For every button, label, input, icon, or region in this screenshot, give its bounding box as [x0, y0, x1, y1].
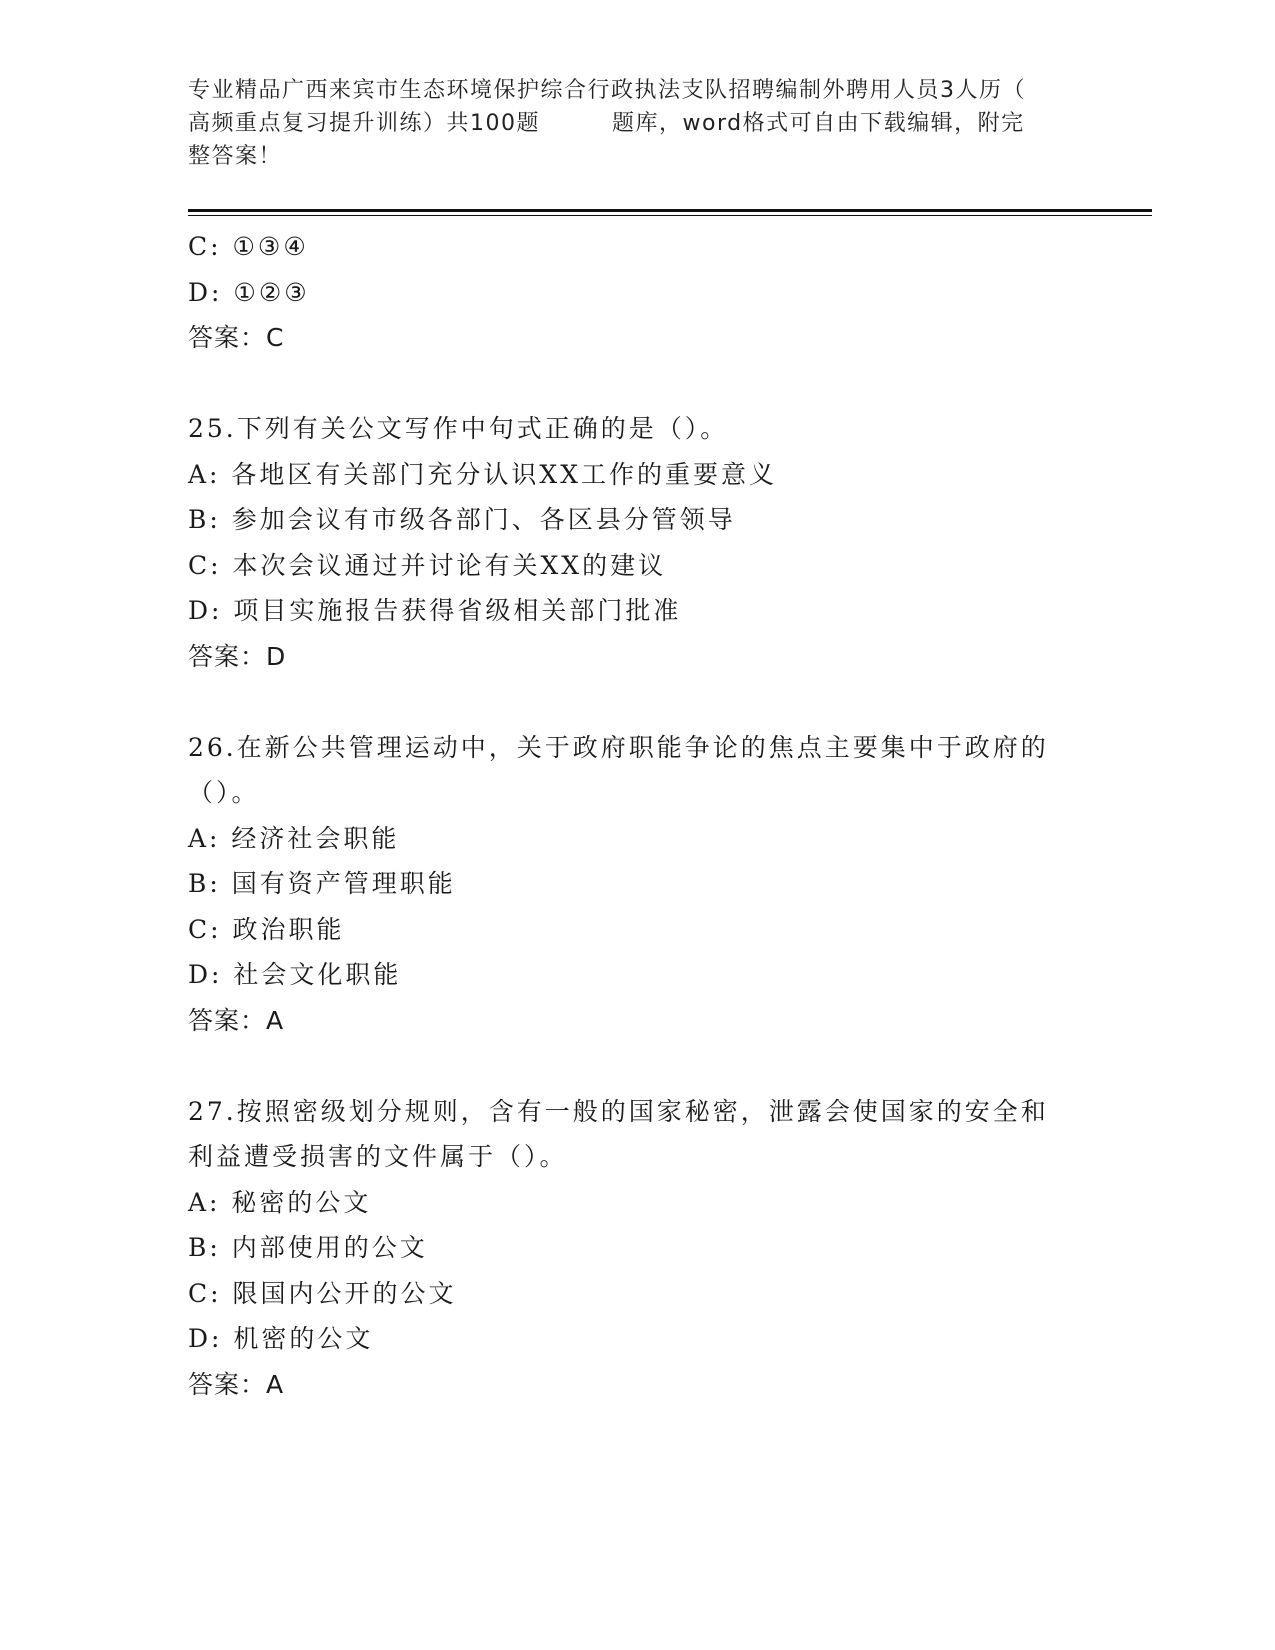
question-stem-line-2: （）。	[188, 778, 260, 807]
answer-line: 答案：A	[188, 1369, 285, 1399]
header-line-3: 整答案！	[188, 144, 283, 169]
question-27	[188, 1089, 1088, 1408]
option-c: C: 政治职能	[188, 914, 345, 944]
option-d: D: 机密的公文	[188, 1324, 374, 1353]
question-list	[188, 224, 1088, 1407]
question-stem-line-1: 27.按照密级划分规则，含有一般的国家秘密，泄露会使国家的安全和	[188, 1096, 1049, 1126]
option-c: C: 限国内公开的公文	[188, 1278, 457, 1308]
header-line-2a: 高频重点复习提升训练）共100题	[188, 111, 540, 136]
option-c: C: 本次会议通过并讨论有关XX的建议	[188, 550, 667, 580]
option-a: A: 各地区有关部门充分认识XX工作的重要意义	[188, 459, 778, 489]
option-b: B: 国有资产管理职能	[188, 869, 456, 898]
option-d: D: ①②③	[188, 277, 310, 307]
option-b: B: 内部使用的公文	[188, 1233, 428, 1262]
option-a: A: 秘密的公文	[188, 1187, 372, 1217]
option-d: D: 项目实施报告获得省级相关部门批准	[188, 596, 682, 625]
previous-question-tail	[188, 224, 1088, 361]
question-stem-line-1: 26.在新公共管理运动中，关于政府职能争论的焦点主要集中于政府的	[188, 732, 1049, 762]
answer-line: 答案：A	[188, 1005, 285, 1035]
answer-line: 答案：C	[188, 323, 285, 352]
answer-line: 答案：D	[188, 641, 287, 671]
question-stem: 25.下列有关公文写作中句式正确的是（）。	[188, 414, 729, 443]
header-line-2	[188, 107, 1068, 140]
header-divider-thin	[188, 215, 1152, 216]
document-header	[188, 74, 1068, 173]
option-b: B: 参加会议有市级各部门、各区县分管领导	[188, 505, 736, 534]
header-line-1: 专业精品广西来宾市生态环境保护综合行政执法支队招聘编制外聘用人员3人历（	[188, 78, 1026, 103]
header-divider-thick	[188, 209, 1152, 212]
option-c: C: ①③④	[188, 232, 309, 261]
header-line-2b: 题库，word格式可自由下载编辑，附完	[612, 111, 1025, 136]
question-25	[188, 406, 1088, 679]
question-26	[188, 725, 1088, 1044]
question-stem-line-2: 利益遭受损害的文件属于（）。	[188, 1142, 568, 1171]
option-a: A: 经济社会职能	[188, 823, 400, 853]
option-d: D: 社会文化职能	[188, 960, 402, 989]
